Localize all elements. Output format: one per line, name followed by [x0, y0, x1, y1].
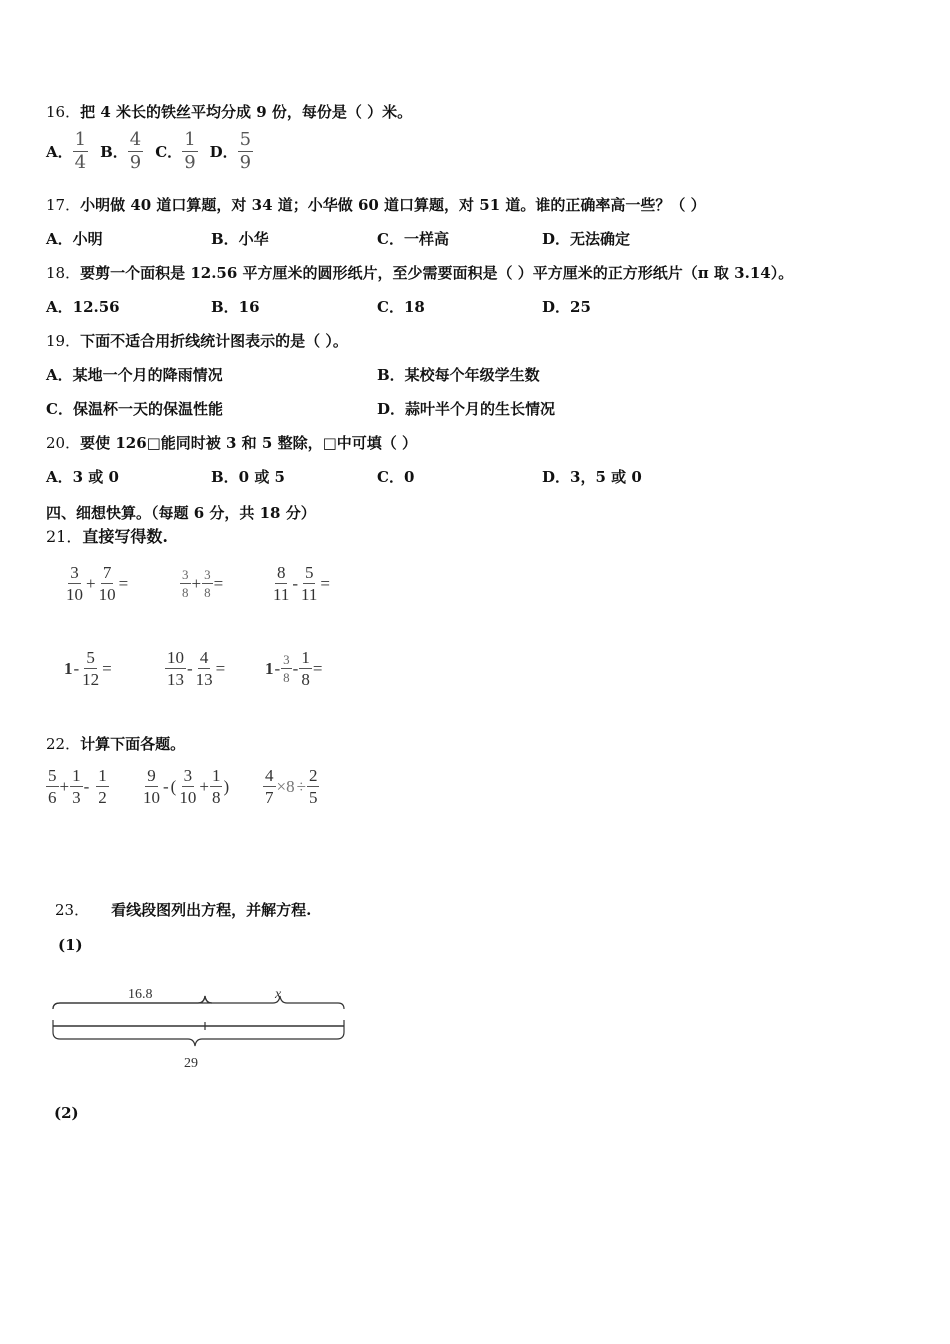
fraction: $\frac{7}{10}$: [98, 563, 116, 604]
option-d[interactable]: D．3，5 或 0: [542, 468, 642, 486]
question-text: 把 4 米长的铁丝平均分成 9 份，每份是（ ）米。: [80, 103, 413, 121]
fraction: $\frac{8}{11}$: [273, 563, 290, 604]
fraction: $\frac{1}{8}$: [301, 648, 310, 689]
plus-sign: +: [59, 776, 70, 796]
fraction: $\frac{1}{4}$: [74, 129, 87, 173]
option-d[interactable]: D．25: [542, 298, 591, 316]
question-text: 要剪一个面积是 12.56 平方厘米的圆形纸片，至少需要面积是（ ）平方厘米的正方形纸片（π 取 3.14）。: [80, 264, 794, 282]
option-b[interactable]: B． $\frac{4}{9}$: [100, 129, 142, 173]
question-text: 要使 126□能同时被 3 和 5 整除，□中可填（ ）: [80, 434, 417, 452]
number-one: 1: [265, 658, 274, 678]
question-16-options: [46, 131, 253, 172]
equals-sign: =: [320, 573, 331, 593]
question-18: [46, 263, 793, 283]
option-d[interactable]: D．蒜叶半个月的生长情况: [377, 400, 556, 418]
expression-21-5: [165, 649, 226, 688]
option-d[interactable]: D． $\frac{5}{9}$: [209, 129, 252, 173]
bottom-brace: [53, 1032, 344, 1046]
fraction: $\frac{3}{10}$: [66, 563, 83, 604]
question-19: [46, 331, 348, 351]
minus-sign: -: [292, 658, 299, 678]
fraction: $\frac{3}{8}$: [182, 567, 189, 600]
line-segment-diagram: [48, 982, 350, 1074]
plus-sign: +: [86, 573, 96, 593]
section-heading: 四、细想快算。（每题 6 分，共 18 分）: [46, 504, 316, 522]
fraction: $\frac{5}{9}$: [239, 129, 252, 173]
fraction: $\frac{10}{13}$: [167, 648, 184, 689]
question-16: [46, 102, 412, 122]
question-22: [46, 734, 185, 754]
expression-22-3: [263, 767, 319, 806]
fraction: $\frac{9}{10}$: [143, 766, 160, 807]
equals-sign: =: [102, 658, 112, 678]
question-number: 16．: [46, 103, 81, 121]
equals-sign: =: [215, 658, 226, 678]
fraction: $\frac{5}{11}$: [301, 563, 318, 604]
question-17: [46, 195, 706, 215]
question-21: [46, 527, 168, 547]
minus-sign: -: [163, 776, 169, 796]
question-text: 看线段图列出方程，并解方程.: [111, 901, 312, 919]
fraction: $\frac{1}{2}$: [98, 766, 107, 807]
option-a[interactable]: A．某地一个月的降雨情况: [46, 366, 223, 384]
question-text: 计算下面各题。: [80, 735, 186, 753]
option-d[interactable]: D．无法确定: [542, 230, 631, 248]
option-c[interactable]: C．0: [377, 468, 415, 486]
fraction: $\frac{3}{10}$: [179, 766, 197, 807]
option-c[interactable]: C．18: [377, 298, 425, 316]
fraction: $\frac{4}{7}$: [265, 766, 274, 807]
option-a[interactable]: A．小明: [46, 230, 103, 248]
question-number: 20．: [46, 434, 81, 452]
question-number: 23．: [55, 901, 90, 919]
right-parenthesis: ): [223, 776, 230, 796]
unknown-length-label: x: [275, 987, 282, 1002]
question-text: 小明做 40 道口算题，对 34 道；小华做 60 道口算题，对 51 道。谁的正确率高一些？（ ）: [80, 196, 706, 214]
left-length-label: 16.8: [128, 987, 153, 1002]
minus-sign: -: [292, 573, 299, 593]
option-b[interactable]: B．16: [211, 298, 260, 316]
plus-sign: +: [191, 573, 202, 593]
option-c[interactable]: C． $\frac{1}{9}$: [155, 129, 196, 173]
option-c[interactable]: C．保温杯一天的保温性能: [46, 400, 223, 418]
minus-sign: -: [187, 658, 193, 678]
option-b[interactable]: B．某校每个年级学生数: [377, 366, 540, 384]
question-number: 18．: [46, 264, 81, 282]
divide-sign: ÷: [296, 776, 306, 796]
fraction: $\frac{1}{3}$: [72, 766, 81, 807]
fraction: $\frac{1}{8}$: [211, 766, 221, 807]
expression-22-2: [141, 767, 230, 806]
fraction: $\frac{5}{6}$: [48, 766, 57, 807]
option-b[interactable]: B．0 或 5: [211, 468, 285, 486]
question-number: 19．: [46, 332, 81, 350]
number-one: 1: [64, 658, 73, 678]
fraction: $\frac{3}{8}$: [204, 567, 211, 600]
expression-21-4: [64, 649, 113, 688]
option-b[interactable]: B．小华: [211, 230, 269, 248]
option-c[interactable]: C．一样高: [377, 230, 449, 248]
question-20: [46, 433, 417, 453]
fraction: $\frac{1}{9}$: [184, 129, 196, 173]
times-eight: ×8: [276, 776, 295, 796]
question-23: [55, 900, 311, 920]
option-a[interactable]: A．3 或 0: [46, 468, 119, 486]
expression-21-3: [271, 564, 331, 603]
expression-21-6: [265, 649, 323, 688]
minus-sign: -: [83, 776, 90, 796]
question-number: 22．: [46, 735, 81, 753]
fraction: $\frac{4}{13}$: [195, 648, 213, 689]
expression-21-1: [64, 564, 129, 603]
expression-22-1: [46, 767, 109, 806]
total-length-label: 29: [184, 1056, 198, 1071]
equals-sign: =: [312, 658, 323, 678]
option-a[interactable]: A．12.56: [46, 298, 120, 316]
expression-21-2: [180, 568, 224, 599]
fraction: $\frac{5}{12}$: [82, 648, 100, 689]
minus-sign: -: [73, 658, 80, 678]
equals-sign: =: [213, 573, 224, 593]
question-number: 21．: [46, 527, 83, 546]
question-text: 直接写得数.: [82, 527, 168, 546]
part-1-label: (1): [58, 936, 83, 954]
part-2-label: (2): [54, 1104, 79, 1122]
question-number: 17．: [46, 196, 81, 214]
fraction: $\frac{4}{9}$: [129, 129, 142, 173]
fraction: $\frac{2}{5}$: [308, 766, 318, 807]
left-parenthesis: (: [170, 776, 177, 796]
plus-sign: +: [199, 776, 209, 796]
equals-sign: =: [118, 573, 129, 593]
option-a[interactable]: A． $\frac{1}{4}$: [46, 129, 87, 173]
question-text: 下面不适合用折线统计图表示的是（ ）。: [80, 332, 348, 350]
fraction: $\frac{3}{8}$: [283, 652, 290, 685]
minus-sign: -: [274, 658, 281, 678]
